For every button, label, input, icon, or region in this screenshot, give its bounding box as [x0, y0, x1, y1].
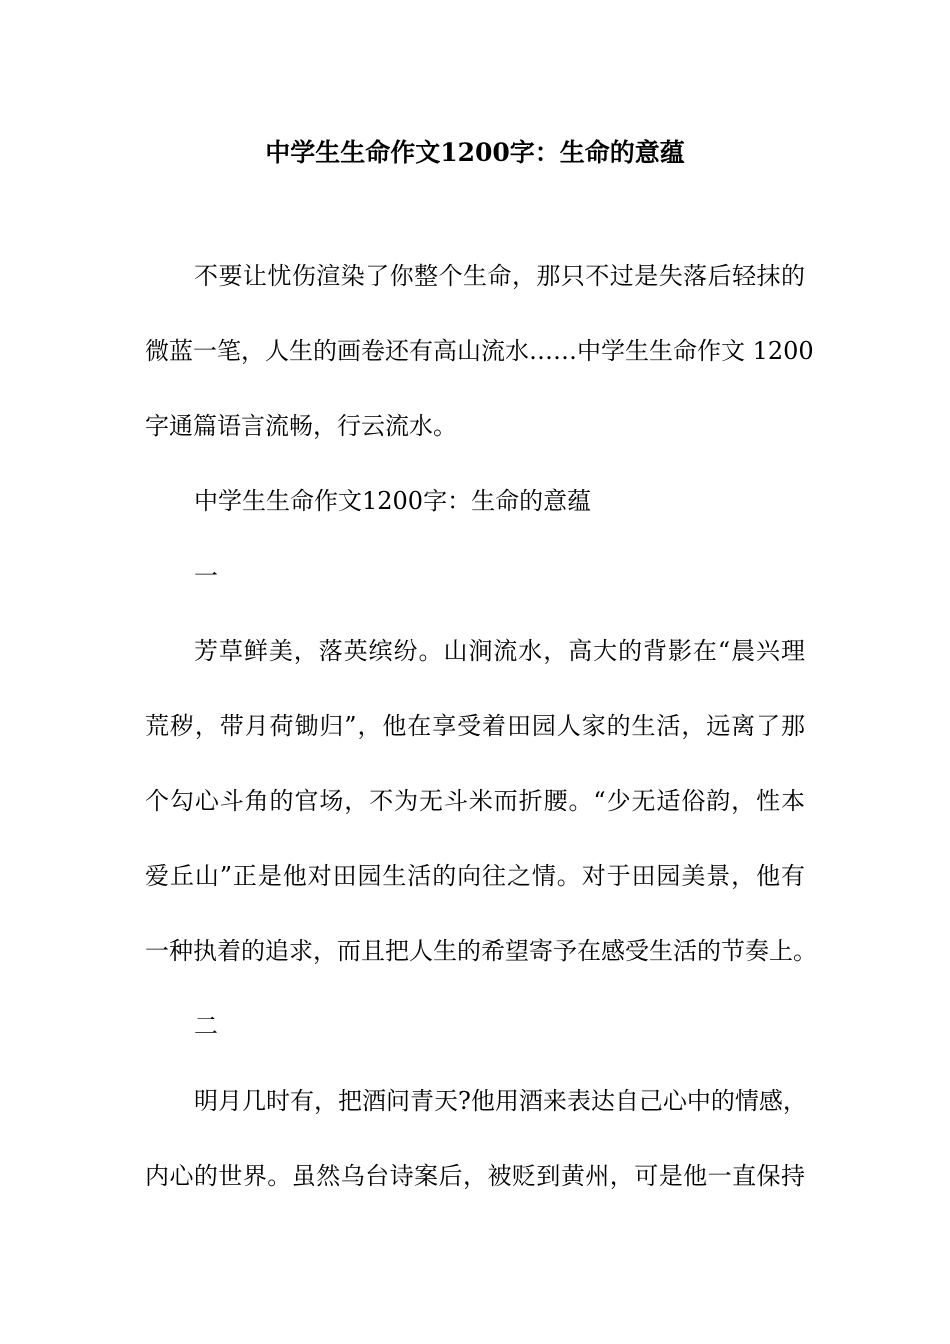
- paragraph-line: 一种执着的追求，而且把人生的希望寄予在感受生活的节奏上。: [145, 937, 817, 965]
- paragraph-line: 内心的世界。虽然乌台诗案后，被贬到黄州，可是他一直保持: [145, 1162, 805, 1190]
- paragraph-line: 荒秽，带月荷锄归”，他在享受着田园人家的生活，远离了那: [145, 712, 805, 740]
- document-title: 中学生生命作文1200字：生命的意蕴: [265, 138, 685, 167]
- paragraph-line: 明月几时有，把酒问青天?他用酒来表达自己心中的情感，: [194, 1087, 807, 1115]
- paragraph-line: 字通篇语言流畅，行云流水。: [145, 412, 457, 440]
- paragraph-line: 个勾心斗角的官场，不为无斗米而折腰。“少无适俗韵，性本: [145, 787, 805, 815]
- paragraph-line: 不要让忧伤渲染了你整个生命，那只不过是失落后轻抹的: [194, 262, 805, 290]
- section-number: 二: [194, 1012, 218, 1040]
- subtitle-line: 中学生生命作文1200字：生命的意蕴: [194, 487, 592, 515]
- paragraph-line: 微蓝一笔，人生的画卷还有高山流水……中学生生命作文 1200: [145, 337, 814, 365]
- section-number: 一: [194, 562, 218, 590]
- paragraph-line: 爱丘山”正是他对田园生活的向往之情。对于田园美景，他有: [145, 862, 805, 890]
- paragraph-line: 芳草鲜美，落英缤纷。山涧流水，高大的背影在“晨兴理: [194, 637, 805, 665]
